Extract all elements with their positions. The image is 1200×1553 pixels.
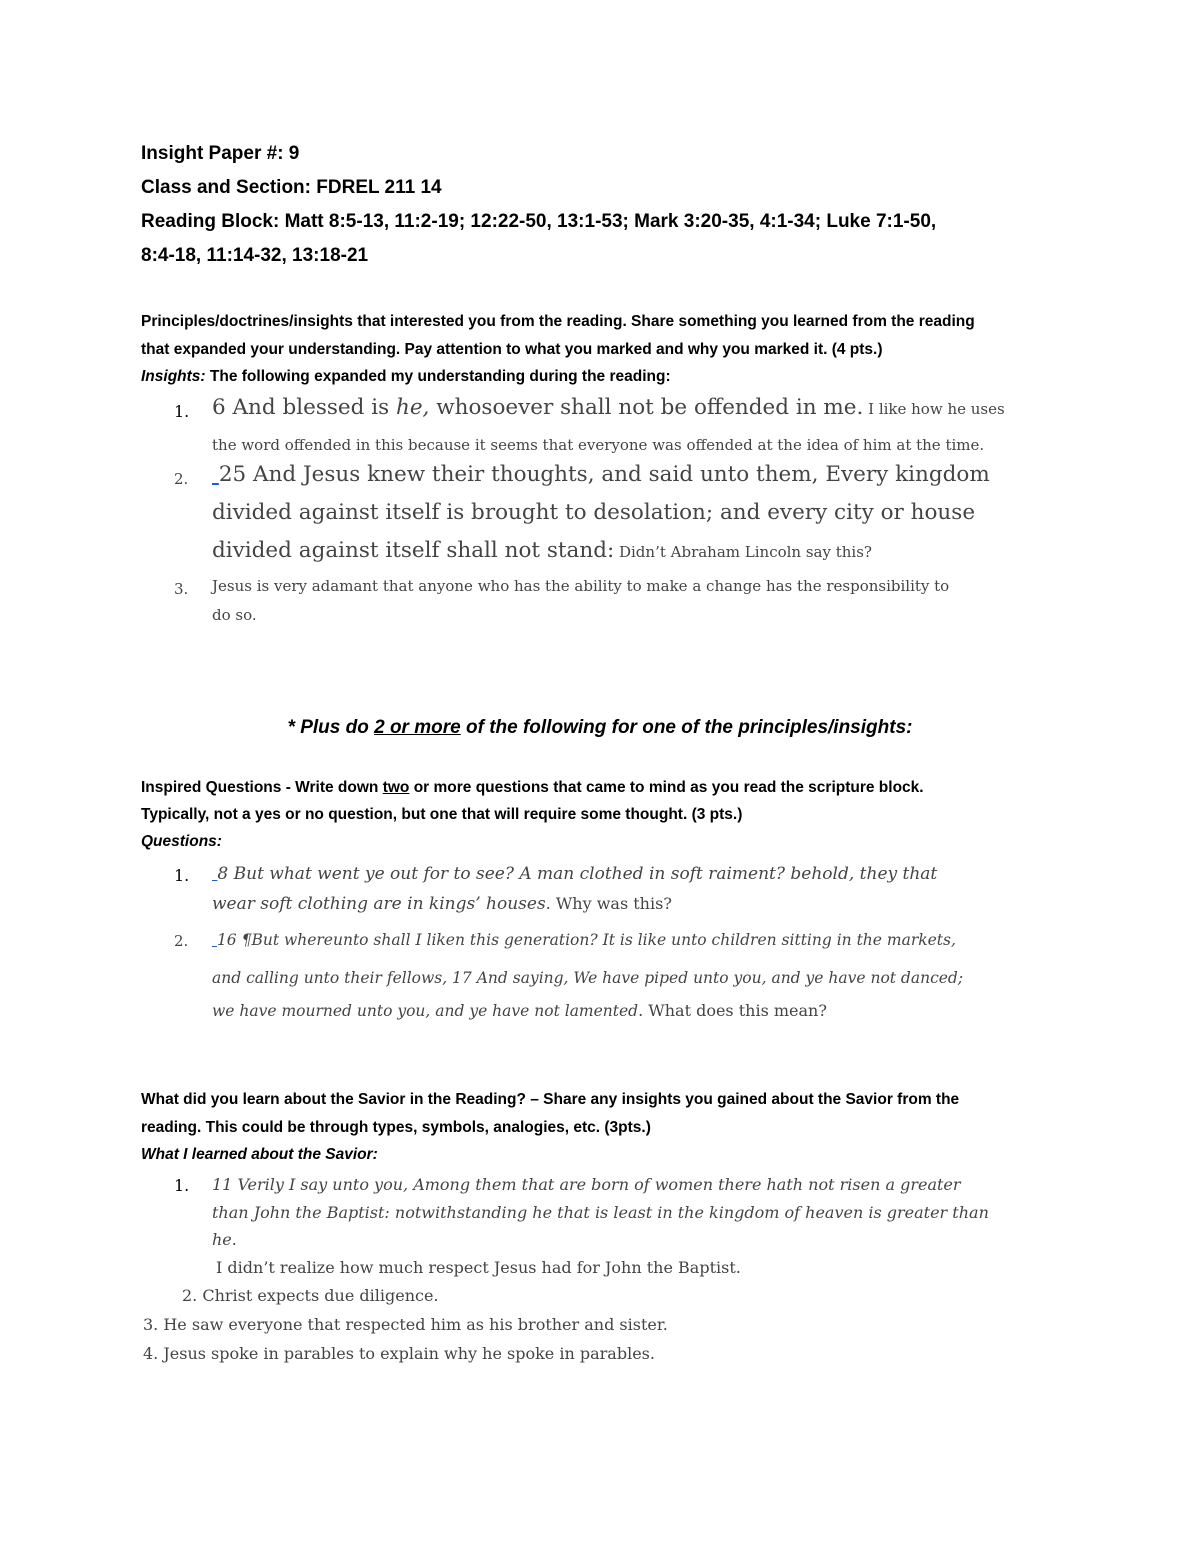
insight-item-2-line3 xyxy=(212,538,872,563)
savior-item-1-line3: he. xyxy=(212,1230,237,1249)
savior-item-2: 2. Christ expects due diligence. xyxy=(182,1286,439,1305)
insight-verse-b: whosoever shall not be offended in me. xyxy=(429,395,864,420)
savior-item-1-line2: than John the Baptist: notwithstanding he that is least in the kingdom of heaven is greater than xyxy=(212,1203,989,1222)
question-1-line2: wear soft clothing are in kings’ houses. Why was this? xyxy=(212,894,672,914)
savior-prompt-line1: What did you learn about the Savior in the Reading? – Share any insights you gained about the Savior from the xyxy=(141,1091,960,1108)
insight-comment-2: Didn’t Abraham Lincoln say this? xyxy=(614,543,872,561)
savior-item-1-line1: 11 Verily I say unto you, Among them that are born of women there hath not risen a greater xyxy=(212,1175,961,1194)
question-1-line1: 8 But what went ye out for to see? A man clothed in soft raiment? behold, they that xyxy=(212,864,937,884)
savior-item-3: 3. He saw everyone that respected him as his brother and sister. xyxy=(143,1315,668,1334)
insights-label: Insights: xyxy=(141,368,206,385)
insights-heading xyxy=(141,368,671,386)
insights-intro: The following expanded my understanding during the reading: xyxy=(205,368,671,385)
insight-verse-he: he, xyxy=(395,395,430,420)
question-number-1: 1. xyxy=(174,866,190,885)
principles-prompt-line2: that expanded your understanding. Pay attention to what you marked and why you marked it. (4 pts.) xyxy=(141,341,883,358)
questions-prompt-line1: Inspired Questions - Write down two or more questions that came to mind as you read the scripture block. xyxy=(141,779,924,796)
questions-prompt-line2: Typically, not a yes or no question, but one that will require some thought. (3 pts.) xyxy=(141,806,743,823)
class-section: Class and Section: FDREL 211 14 xyxy=(141,177,442,198)
questions-label: Questions: xyxy=(141,833,222,850)
plus-emphasis: 2 or more xyxy=(374,717,461,738)
savior-item-4: 4. Jesus spoke in parables to explain why he spoke in parables. xyxy=(143,1344,655,1363)
plus-instruction: * Plus do 2 or more of the following for one of the principles/insights: xyxy=(287,717,913,738)
insight-item-3-line1: Jesus is very adamant that anyone who has the ability to make a change has the responsibility to xyxy=(212,577,950,595)
reading-block-line2: 8:4-18, 11:14-32, 13:18-21 xyxy=(141,245,369,266)
savior-item-1-comment: I didn’t realize how much respect Jesus had for John the Baptist. xyxy=(216,1258,741,1277)
insight-comment-a: I like how he uses xyxy=(863,400,1005,418)
insight-verse-a: 6 And blessed is xyxy=(212,395,396,420)
question-2-line3: we have mourned unto you, and ye have not lamented. What does this mean? xyxy=(212,1001,827,1020)
reading-block-line1: Reading Block: Matt 8:5-13, 11:2-19; 12:22-50, 13:1-53; Mark 3:20-35, 4:1-34; Luke 7:1-50, xyxy=(141,211,937,232)
insight-item-3-line2: do so. xyxy=(212,606,257,624)
question-2-line1: 16 ¶But whereunto shall I liken this generation? It is like unto children sitting in the markets, xyxy=(212,931,956,949)
insight-item-1-line1 xyxy=(212,395,1005,420)
insight-item-2-line2: divided against itself is brought to desolation; and every city or house xyxy=(212,500,976,525)
insight-item-1-line2: the word offended in this because it seems that everyone was offended at the idea of him at the time. xyxy=(212,436,985,454)
savior-prompt-line2: reading. This could be through types, symbols, analogies, etc. (3pts.) xyxy=(141,1119,651,1136)
insight-verse-line3: divided against itself shall not stand: xyxy=(212,538,615,563)
insight-number-3: 3. xyxy=(174,580,189,598)
savior-number-1: 1. xyxy=(174,1176,190,1195)
insight-number-1: 1. xyxy=(174,402,190,421)
paper-number: Insight Paper #: 9 xyxy=(141,143,300,164)
questions-two: two xyxy=(382,779,410,796)
question-number-2: 2. xyxy=(174,932,189,950)
principles-prompt-line1: Principles/doctrines/insights that interested you from the reading. Share something you learned from the reading xyxy=(141,313,975,330)
verse-link[interactable] xyxy=(212,462,219,487)
insight-number-2: 2. xyxy=(174,470,189,488)
savior-label: What I learned about the Savior: xyxy=(141,1146,378,1163)
insight-item-2-line1: 25 And Jesus knew their thoughts, and said unto them, Every kingdom xyxy=(212,462,990,487)
question-2-line2: and calling unto their fellows, 17 And saying, We have piped unto you, and ye have not danced; xyxy=(212,969,964,987)
